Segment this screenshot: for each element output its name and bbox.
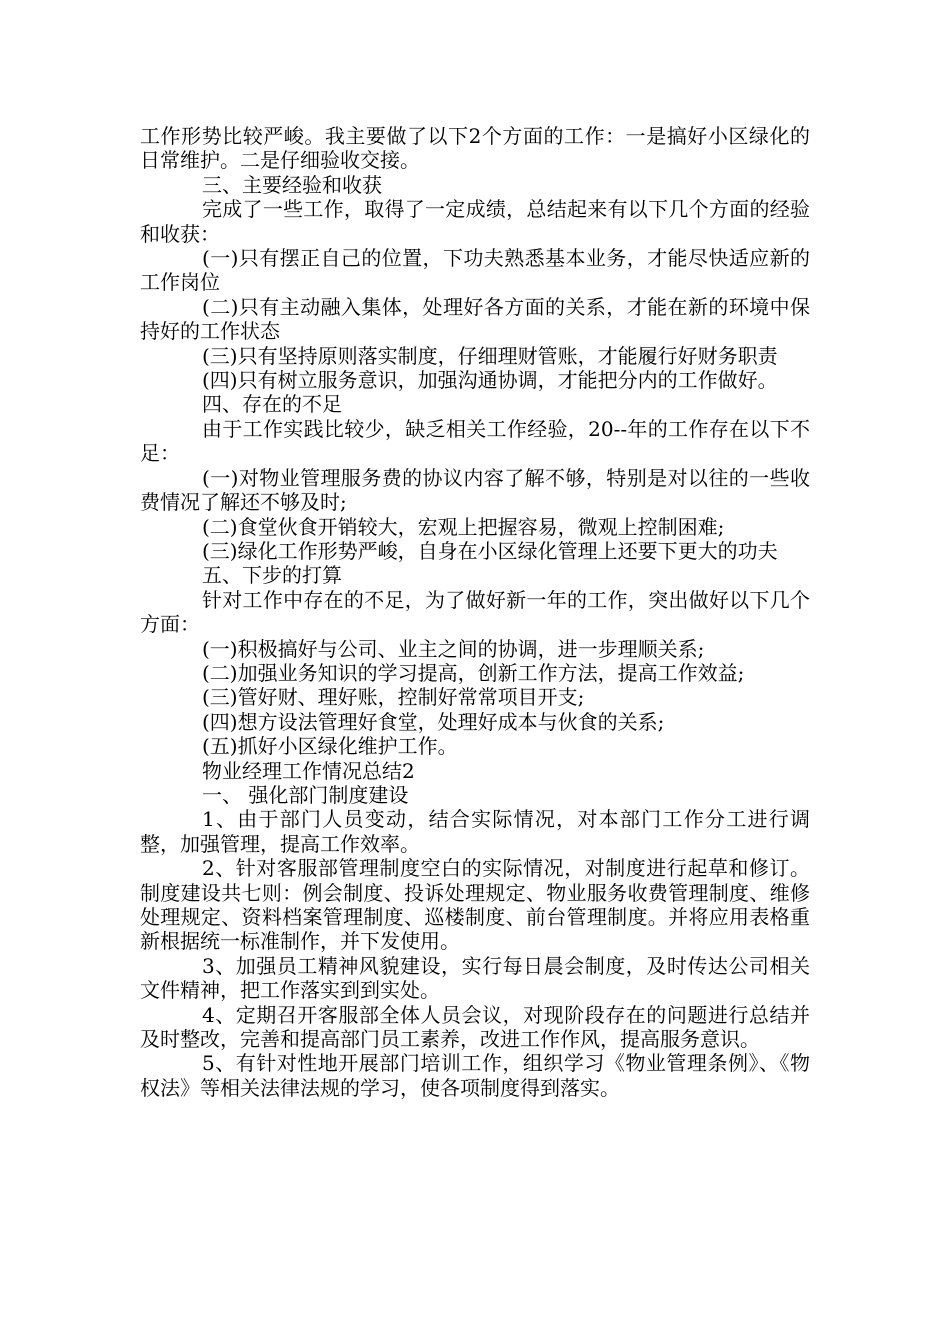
paragraph: 2、针对客服部管理制度空白的实际情况，对制度进行起草和修订。制度建设共七则：例会制度、投诉处理规定、物业服务收费管理制度、维修处理规定、资料档案管理制度、巡楼制度、前台管理制度。并将应用表格重新根据统一标准制作，并下发使用。 bbox=[140, 856, 810, 954]
paragraph: 工作形势比较严峻。我主要做了以下2个方面的工作：一是搞好小区绿化的日常维护。二是仔细验收交接。 bbox=[140, 124, 810, 173]
document-body bbox=[140, 124, 810, 1100]
paragraph: 5、有针对性地开展部门培训工作，组织学习《物业管理条例》、《物权法》等相关法律法规的学习，使各项制度得到落实。 bbox=[140, 1051, 810, 1100]
paragraph: 针对工作中存在的不足，为了做好新一年的工作，突出做好以下几个方面： bbox=[140, 587, 810, 637]
paragraph: 完成了一些工作，取得了一定成绩，总结起来有以下几个方面的经验和收获： bbox=[140, 197, 810, 246]
paragraph: 三、主要经验和收获 bbox=[202, 172, 382, 197]
paragraph: 3、加强员工精神风貌建设，实行每日晨会制度，及时传达公司相关文件精神，把工作落实到到实处。 bbox=[140, 953, 810, 1003]
paragraph: (三)绿化工作形势严峻，自身在小区绿化管理上还要下更大的功夫 bbox=[202, 538, 778, 563]
paragraph: 一、 强化部门制度建设 bbox=[202, 782, 409, 807]
paragraph: 物业经理工作情况总结2 bbox=[202, 758, 415, 783]
paragraph: (二)加强业务知识的学习提高，创新工作方法，提高工作效益; bbox=[202, 660, 745, 685]
paragraph: 五、下步的打算 bbox=[202, 563, 342, 588]
paragraph: (一)只有摆正自己的位置，下功夫熟悉基本业务，才能尽快适应新的工作岗位 bbox=[140, 246, 810, 295]
paragraph: (二)只有主动融入集体，处理好各方面的关系，才能在新的环境中保持好的工作状态 bbox=[140, 294, 810, 344]
paragraph: (五)抓好小区绿化维护工作。 bbox=[202, 734, 458, 759]
paragraph: (四)想方设法管理好食堂，处理好成本与伙食的关系; bbox=[202, 709, 665, 734]
paragraph: 由于工作实践比较少，缺乏相关工作经验，20--年的工作存在以下不足： bbox=[140, 416, 810, 466]
paragraph: 1、由于部门人员变动，结合实际情况，对本部门工作分工进行调整，加强管理，提高工作效率。 bbox=[140, 807, 810, 856]
paragraph: (三)管好财、理好账，控制好常常项目开支; bbox=[202, 685, 585, 710]
paragraph: (一)对物业管理服务费的协议内容了解不够，特别是对以往的一些收费情况了解还不够及时; bbox=[140, 465, 810, 515]
paragraph: 四、存在的不足 bbox=[202, 392, 342, 417]
paragraph: (三)只有坚持原则落实制度，仔细理财管账，才能履行好财务职责 bbox=[202, 343, 778, 368]
paragraph: (一)积极搞好与公司、业主之间的协调，进一步理顺关系; bbox=[202, 636, 705, 661]
paragraph: (四)只有树立服务意识，加强沟通协调，才能把分内的工作做好。 bbox=[202, 368, 778, 393]
paragraph: 4、定期召开客服部全体人员会议，对现阶段存在的问题进行总结并及时整改，完善和提高部门员工素养，改进工作作风，提高服务意识。 bbox=[140, 1002, 810, 1052]
paragraph: (二)食堂伙食开销较大，宏观上把握容易，微观上控制困难; bbox=[202, 514, 725, 539]
